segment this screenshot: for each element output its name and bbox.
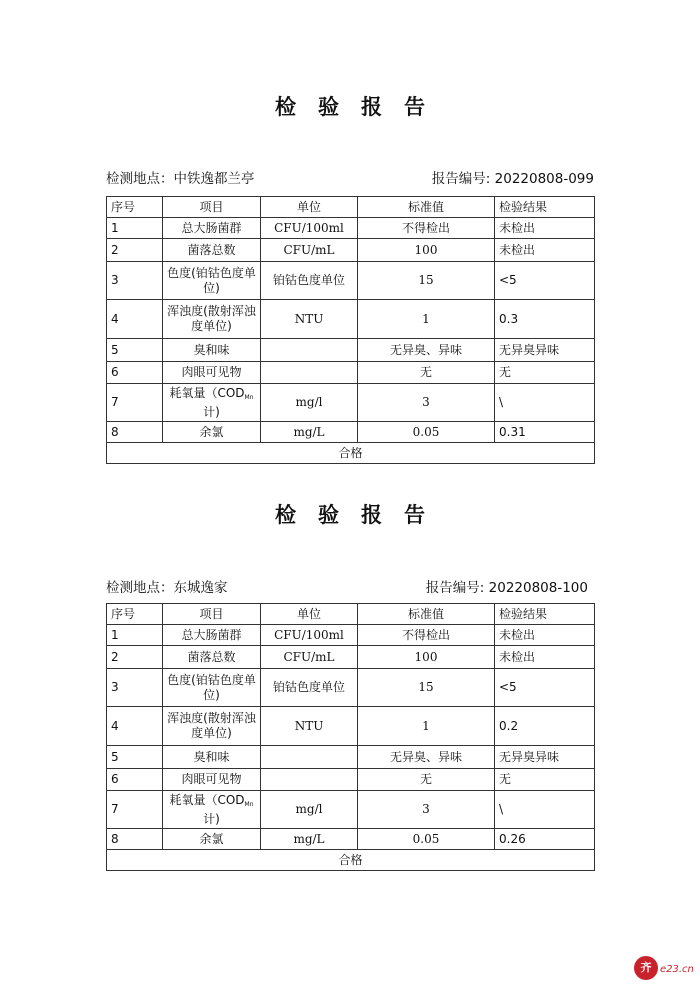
report-number: 报告编号: 20220808-100: [425, 580, 588, 596]
header-standard: 标准值: [358, 197, 495, 218]
row-standard: 15: [358, 669, 495, 707]
row-standard: 100: [358, 239, 495, 262]
verdict: 合格: [107, 850, 595, 871]
report-title: 检验报告: [275, 95, 447, 119]
row-unit: 铂钴色度单位: [261, 262, 358, 300]
table-row: [107, 707, 595, 746]
item-text: 计): [203, 404, 220, 419]
header-unit: 单位: [261, 197, 358, 218]
row-result: 未检出: [495, 218, 595, 239]
table-row: [107, 262, 595, 300]
row-item: 浑浊度(散射浑浊度单位): [163, 300, 261, 339]
watermark-text: e23.cn: [660, 964, 694, 975]
row-unit: CFU/mL: [261, 239, 358, 262]
row-standard: 不得检出: [358, 625, 495, 646]
row-result: 无异臭异味: [495, 339, 595, 362]
row-index: 1: [107, 218, 163, 239]
site-watermark: [634, 954, 694, 984]
row-unit: NTU: [261, 707, 358, 746]
header-standard: 标准值: [358, 604, 495, 625]
row-index: 6: [107, 769, 163, 791]
row-result: 无: [495, 769, 595, 791]
item-text: 计): [203, 811, 220, 826]
row-unit: mg/l: [261, 791, 358, 829]
row-index: 2: [107, 646, 163, 669]
row-unit: 铂钴色度单位: [261, 669, 358, 707]
table-row: [107, 339, 595, 362]
results-table: [106, 603, 595, 871]
table-row: [107, 646, 595, 669]
row-item: 臭和味: [163, 746, 261, 769]
row-unit: [261, 769, 358, 791]
row-index: 6: [107, 362, 163, 384]
row-standard: 无: [358, 769, 495, 791]
table-header-row: [107, 197, 595, 218]
row-unit: mg/L: [261, 422, 358, 443]
row-unit: [261, 339, 358, 362]
row-item: [163, 384, 261, 422]
row-unit: mg/L: [261, 829, 358, 850]
row-index: 2: [107, 239, 163, 262]
item-text: 耗氧量（COD: [169, 792, 245, 807]
table-row: [107, 669, 595, 707]
test-location: 检测地点：中铁逸都兰亭: [106, 171, 255, 187]
row-item: [163, 791, 261, 829]
row-item: 臭和味: [163, 339, 261, 362]
row-item: 余氯: [163, 829, 261, 850]
item-subscript: Mn: [244, 393, 254, 401]
table-row: [107, 746, 595, 769]
row-result: <5: [495, 669, 595, 707]
table-row: [107, 422, 595, 443]
row-unit: [261, 362, 358, 384]
row-index: 1: [107, 625, 163, 646]
row-unit: CFU/mL: [261, 646, 358, 669]
row-standard: 无异臭、异味: [358, 746, 495, 769]
report-title: 检验报告: [275, 503, 447, 527]
verdict: 合格: [107, 443, 595, 464]
row-standard: 0.05: [358, 829, 495, 850]
table-row: [107, 769, 595, 791]
row-result: 无: [495, 362, 595, 384]
header-item: 项目: [163, 604, 261, 625]
row-item: 余氯: [163, 422, 261, 443]
row-index: 5: [107, 339, 163, 362]
row-result: \: [495, 791, 595, 829]
row-result: 未检出: [495, 625, 595, 646]
table-row: [107, 362, 595, 384]
row-index: 8: [107, 422, 163, 443]
header-result: 检验结果: [495, 197, 595, 218]
row-unit: mg/l: [261, 384, 358, 422]
row-index: 7: [107, 384, 163, 422]
row-item: 浑浊度(散射浑浊度单位): [163, 707, 261, 746]
row-item: 菌落总数: [163, 646, 261, 669]
row-standard: 无: [358, 362, 495, 384]
report-number: 报告编号: 20220808-099: [431, 171, 594, 187]
row-standard: 15: [358, 262, 495, 300]
row-result: 无异臭异味: [495, 746, 595, 769]
table-header-row: [107, 604, 595, 625]
verdict-row: [107, 850, 595, 871]
header-result: 检验结果: [495, 604, 595, 625]
row-index: 8: [107, 829, 163, 850]
table-row: [107, 384, 595, 422]
row-item: 肉眼可见物: [163, 769, 261, 791]
row-result: 未检出: [495, 646, 595, 669]
row-standard: 3: [358, 384, 495, 422]
table-row: [107, 239, 595, 262]
row-item: 色度(铂钴色度单位): [163, 262, 261, 300]
test-location: 检测地点：东城逸家: [106, 580, 228, 596]
row-standard: 3: [358, 791, 495, 829]
table-row: [107, 829, 595, 850]
row-unit: CFU/100ml: [261, 625, 358, 646]
row-unit: NTU: [261, 300, 358, 339]
row-index: 5: [107, 746, 163, 769]
item-text: 耗氧量（COD: [169, 385, 245, 400]
row-item: 色度(铂钴色度单位): [163, 669, 261, 707]
row-item: 总大肠菌群: [163, 625, 261, 646]
row-standard: 100: [358, 646, 495, 669]
row-index: 4: [107, 707, 163, 746]
results-table: [106, 196, 595, 464]
row-standard: 1: [358, 300, 495, 339]
row-index: 3: [107, 669, 163, 707]
row-result: \: [495, 384, 595, 422]
row-result: 0.2: [495, 707, 595, 746]
row-unit: CFU/100ml: [261, 218, 358, 239]
row-index: 3: [107, 262, 163, 300]
row-index: 7: [107, 791, 163, 829]
row-result: 未检出: [495, 239, 595, 262]
table-row: [107, 300, 595, 339]
row-index: 4: [107, 300, 163, 339]
header-item: 项目: [163, 197, 261, 218]
row-result: 0.3: [495, 300, 595, 339]
table-row: [107, 218, 595, 239]
row-standard: 不得检出: [358, 218, 495, 239]
row-result: <5: [495, 262, 595, 300]
header-unit: 单位: [261, 604, 358, 625]
header-index: 序号: [107, 604, 163, 625]
table-row: [107, 625, 595, 646]
row-standard: 无异臭、异味: [358, 339, 495, 362]
table-row: [107, 791, 595, 829]
row-item: 肉眼可见物: [163, 362, 261, 384]
row-item: 总大肠菌群: [163, 218, 261, 239]
watermark-seal-icon: 齐: [634, 956, 658, 980]
row-item: 菌落总数: [163, 239, 261, 262]
row-result: 0.26: [495, 829, 595, 850]
header-index: 序号: [107, 197, 163, 218]
row-result: 0.31: [495, 422, 595, 443]
verdict-row: [107, 443, 595, 464]
row-unit: [261, 746, 358, 769]
row-standard: 0.05: [358, 422, 495, 443]
row-standard: 1: [358, 707, 495, 746]
item-subscript: Mn: [244, 800, 254, 808]
